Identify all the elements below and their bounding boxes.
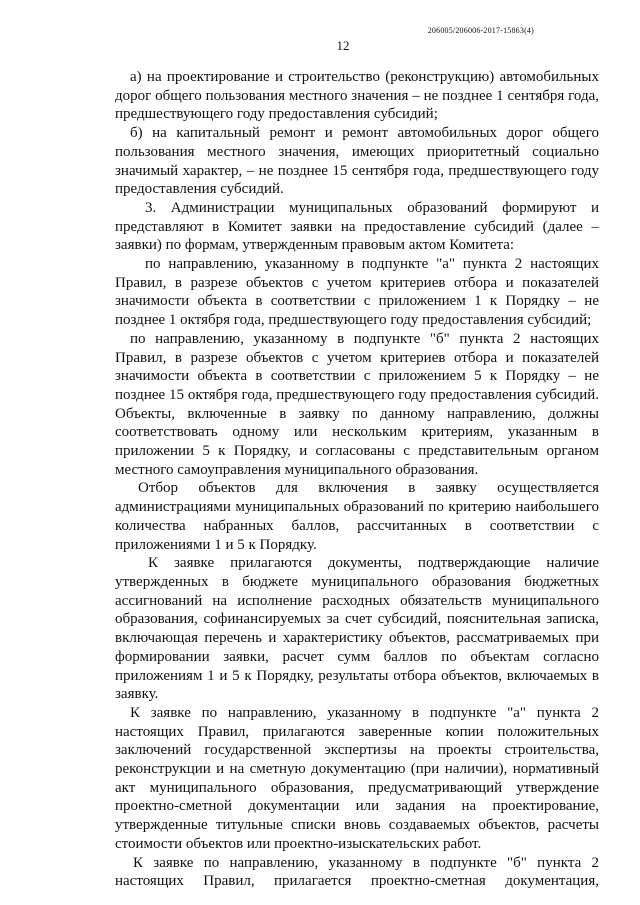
paragraph-attachments: К заявке прилагаются документы, подтверждающие наличие утвержденных в бюджете муниципального образования бюджетных ассигнований на исполнение расходных обязательств муниципального образования, софинансируемых за счет субсидий, пояснительная записка, включающая перечень и характеристику объектов, рассматриваемых при формировании заявки, расчет сумм баллов по объектам согласно приложениям 1 и 5 к Порядку, результаты отбора объектов, включаемых в заявку. (115, 555, 599, 703)
paragraph-selection: Отбор объектов для включения в заявку осуществляется администрациями муниципальных образований по критерию наибольшего количества набранных баллов, рассчитанных в соответствии с приложениями 1 и 5 к Порядку. (115, 480, 599, 553)
paragraph-direction-a: по направлению, указанному в подпункте "а" пункта 2 настоящих Правил, в разрезе объектов с учетом критериев отбора и показателей значимости объекта в соответствии с приложением 1 к Порядку – не позднее 1 октября года, предшествующего году предоставления субсидий; (115, 256, 599, 329)
paragraph-direction-b: по направлению, указанному в подпункте "б" пункта 2 настоящих Правил, в разрезе объектов с учетом критериев отбора и показателей значимости объекта в соответствии с приложением 5 к Порядку – не позднее 15 октября года, предшествующего году предоставления субсидий. Объекты, включенные в заявку по данному направлению, должны соответствовать одному или нескольким критериям, указанным в приложении 5 к Порядку, и согласованы с представительным органом местного самоуправления муниципального образования. (115, 330, 599, 478)
document-number: 206005/206006-2017-15863(4) (427, 26, 534, 35)
paragraph-attachments-a: К заявке по направлению, указанному в подпункте "а" пункта 2 настоящих Правил, прилагаются заверенные копии положительных заключений государственной экспертизы на проекты строительства, реконструкции и на сметную документацию (при наличии), нормативный акт муниципального образования, предусматривающий утверждение проектно-сметной документации или задания на проектирование, утвержденные титульные списки вновь создаваемых объектов, расчеты стоимости объектов или проектно-изыскательских работ. (115, 704, 599, 852)
paragraph-attachments-b: К заявке по направлению, указанному в подпункте "б" пункта 2 настоящих Правил, прилагается проектно-сметная документация, (115, 854, 599, 890)
paragraph-clause-3: 3. Администрации муниципальных образований формируют и представляют в Комитет заявки на предоставление субсидий (далее – заявки) по формам, утвержденным правовым актом Комитета: (115, 199, 599, 254)
paragraph-item-b: б) на капитальный ремонт и ремонт автомобильных дорог общего пользования местного значения, имеющих приоритетный социально значимый характер, – не позднее 15 сентября года, предшествующего году предоставления субсидий. (115, 125, 599, 198)
paragraph-item-a: а) на проектирование и строительство (реконструкцию) автомобильных дорог общего пользования местного значения – не позднее 1 сентября года, предшествующего году предоставления субсидий; (115, 69, 599, 123)
page-number: 12 (336, 38, 350, 53)
document-body (115, 68, 599, 891)
